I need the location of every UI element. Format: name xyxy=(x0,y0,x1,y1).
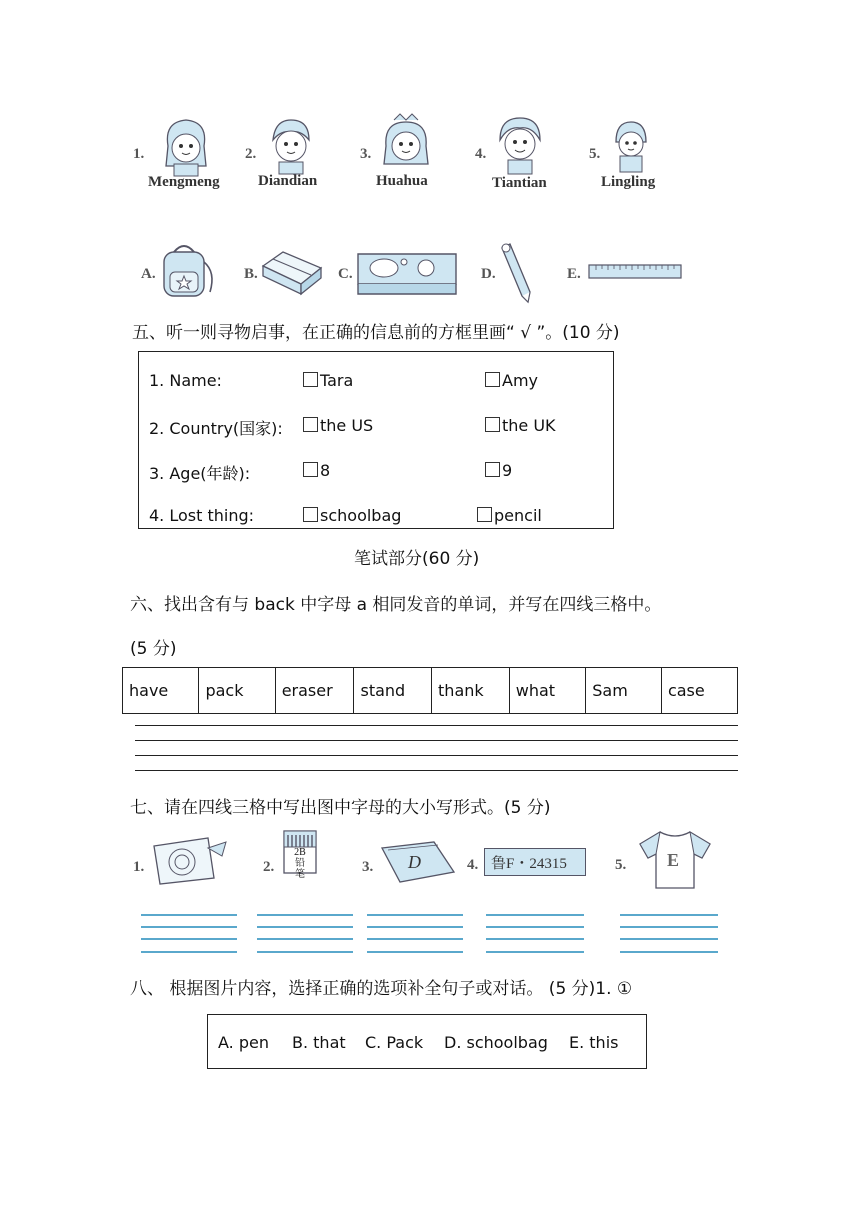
girl-face-icon xyxy=(610,118,652,174)
option-country-us[interactable]: the US xyxy=(303,416,373,435)
section6-score: (5 分) xyxy=(130,639,177,659)
section5-title: 五、听一则寻物启事，在正确的信息前的方框里画“ √ ”。(10 分) xyxy=(132,323,620,343)
option-age-9[interactable]: 9 xyxy=(485,461,512,480)
picture-number: 5. xyxy=(589,146,601,162)
choice-options-box xyxy=(207,1014,647,1069)
option-name-tara[interactable]: Tara xyxy=(303,371,353,390)
checkbox[interactable] xyxy=(303,417,318,432)
picture-number: 1. xyxy=(133,146,145,162)
section6-title: 六、找出含有与 back 中字母 a 相同发音的单词，并写在四线三格中。 xyxy=(130,595,662,615)
info-label: 4. Lost thing: xyxy=(149,506,255,525)
checkbox[interactable] xyxy=(303,507,318,522)
word-cell: what xyxy=(509,668,585,714)
notebook-letter: D xyxy=(408,852,421,872)
picture-number: 1. xyxy=(133,859,145,875)
child-name: Tiantian xyxy=(492,175,547,191)
word-cell: stand xyxy=(354,668,432,714)
option-thing-schoolbag[interactable]: schoolbag xyxy=(303,506,401,525)
choice-option-c: C. Pack xyxy=(365,1033,424,1052)
pencil-box-label: 2B 铅笔 xyxy=(294,847,306,880)
info-label: 3. Age(年龄): xyxy=(149,464,251,483)
picture-number: 2. xyxy=(245,146,257,162)
word-table xyxy=(122,667,738,714)
picture-number: 2. xyxy=(263,859,275,875)
boy-face-icon xyxy=(494,114,546,176)
option-country-uk[interactable]: the UK xyxy=(485,416,556,435)
girl-face-icon xyxy=(158,116,214,178)
word-cell: Sam xyxy=(586,668,662,714)
picture-number: 4. xyxy=(475,146,487,162)
checkbox[interactable] xyxy=(485,417,500,432)
picture-number: 5. xyxy=(615,857,627,873)
checkbox[interactable] xyxy=(485,462,500,477)
word-cell: pack xyxy=(199,668,275,714)
boy-face-icon xyxy=(265,116,317,176)
word-cell: have xyxy=(123,668,199,714)
girl-face-icon xyxy=(380,112,432,176)
word-cell: case xyxy=(661,668,737,714)
license-plate-text: 鲁F・24315 xyxy=(491,856,567,872)
info-label: 2. Country(国家): xyxy=(149,419,283,438)
written-part-heading: 笔试部分(60 分) xyxy=(354,549,480,569)
child-name: Mengmeng xyxy=(148,174,220,190)
pencil-case-icon xyxy=(352,246,462,300)
lost-notice-box xyxy=(138,351,614,529)
option-age-8[interactable]: 8 xyxy=(303,461,330,480)
section7-title: 七、请在四线三格中写出图中字母的大小写形式。(5 分) xyxy=(130,798,551,818)
item-letter: E. xyxy=(567,266,581,282)
choice-option-e: E. this xyxy=(569,1033,619,1052)
item-letter: D. xyxy=(481,266,496,282)
child-name: Lingling xyxy=(601,174,656,190)
eraser-icon xyxy=(259,248,325,296)
picture-number: 3. xyxy=(360,146,372,162)
item-letter: A. xyxy=(141,266,156,282)
ruler-icon xyxy=(588,264,682,280)
checkbox[interactable] xyxy=(477,507,492,522)
option-thing-pencil[interactable]: pencil xyxy=(477,506,542,525)
checkbox[interactable] xyxy=(303,462,318,477)
picture-number: 4. xyxy=(467,857,479,873)
choice-option-d: D. schoolbag xyxy=(444,1033,548,1052)
section8-title: 八、 根据图片内容，选择正确的选项补全句子或对话。 (5 分)1. ① xyxy=(130,979,633,999)
item-letter: C. xyxy=(338,266,353,282)
tshirt-letter: E xyxy=(667,850,680,870)
child-name: Diandian xyxy=(258,173,318,189)
info-label: 1. Name: xyxy=(149,371,222,390)
choice-option-a: A. pen xyxy=(218,1033,269,1052)
checkbox[interactable] xyxy=(303,372,318,387)
item-letter: B. xyxy=(244,266,258,282)
schoolbag-icon xyxy=(156,242,218,300)
word-cell: eraser xyxy=(275,668,354,714)
child-name: Huahua xyxy=(376,173,428,189)
drawing-card-icon xyxy=(150,836,228,886)
pencil-icon xyxy=(498,242,534,304)
choice-option-b: B. that xyxy=(292,1033,346,1052)
word-cell: thank xyxy=(432,668,510,714)
option-name-amy[interactable]: Amy xyxy=(485,371,538,390)
checkbox[interactable] xyxy=(485,372,500,387)
picture-number: 3. xyxy=(362,859,374,875)
